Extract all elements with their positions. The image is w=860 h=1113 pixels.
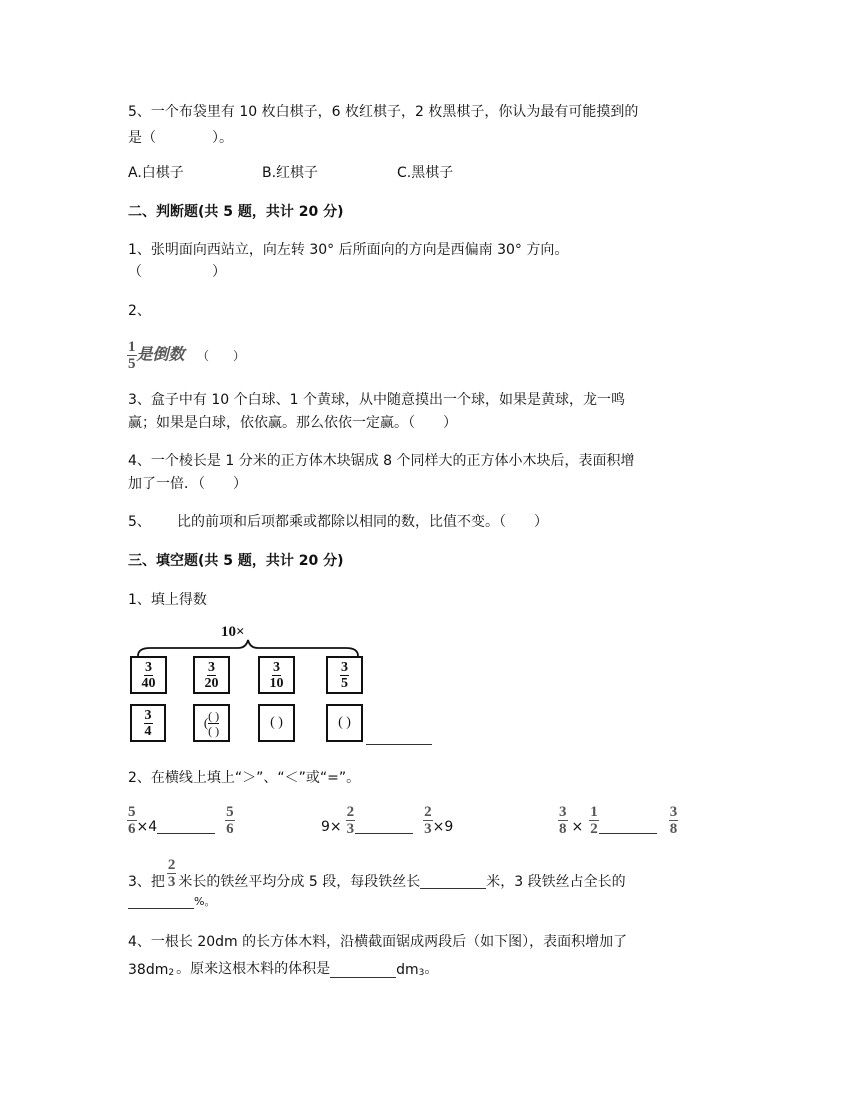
option-c: C.黑棋子 xyxy=(397,165,454,181)
answer-box[interactable]: ( ) xyxy=(258,704,295,742)
question-text: 是（ ）。 xyxy=(128,130,233,146)
answer-blank[interactable] xyxy=(128,894,194,909)
answer-blank[interactable] xyxy=(355,819,413,834)
question-text: 3、盒子中有 10 个白球、1 个黄球，从中随意摸出一个球，如果是黄球，龙一鸣 xyxy=(128,392,625,408)
answer-blank[interactable] xyxy=(366,730,432,745)
answer-paren: （ ） xyxy=(196,348,245,363)
fraction-box: $\frac{3}{40}$ xyxy=(130,656,167,694)
answer-paren: （ ） xyxy=(128,264,226,280)
option-a: A.白棋子 xyxy=(128,165,184,181)
question-text: 4、一根长 20dm 的长方体木料，沿横截面锯成两段后（如下图），表面积增加了 xyxy=(128,934,628,950)
section-title: 三、填空题(共 5 题，共计 20 分) xyxy=(128,553,344,569)
diagram-label: 10× xyxy=(221,624,245,640)
answer-blank[interactable] xyxy=(330,963,396,978)
question-text: 4、一个棱长是 1 分米的正方体木块锯成 8 个同样大的正方体小木块后，表面积增 xyxy=(128,453,635,469)
comparison-item: $\frac{3}{8}$ × $\frac{1}{2}$ $\frac{3}{8}$ xyxy=(559,804,678,837)
answer-box[interactable]: ( ( ) ( ) xyxy=(193,704,230,742)
comparison-item: 9× $\frac{2}{3}$ $\frac{2}{3}$ ×9 xyxy=(321,804,454,837)
question-number: 2、 xyxy=(128,303,151,319)
comparison-item: $\frac{5}{6}$ ×4 $\frac{5}{6}$ xyxy=(128,804,234,837)
fraction-box: $\frac{3}{10}$ xyxy=(258,656,295,694)
question-fraction-line xyxy=(127,339,245,372)
question-line: %。 xyxy=(128,893,215,909)
brace-icon xyxy=(130,636,366,658)
option-b: B.红棋子 xyxy=(262,165,319,181)
question-text: 1、张明面向西站立，向左转 30° 后所面向的方向是西偏南 30° 方向。 xyxy=(128,242,569,258)
question-line: 3、把 $\frac{2}{3}$ 米长的铁丝平均分成 5 段，每段铁丝长 米，3 段铁丝占全长的 xyxy=(128,856,626,890)
question-line: 38dm $_2$ 。原来这根木料的体积是 dm $_3$ 。 xyxy=(128,961,439,978)
answer-blank[interactable] xyxy=(420,874,486,889)
question-text: 赢；如果是白球，依依赢。那么依依一定赢。（ ） xyxy=(128,415,457,431)
answer-blank[interactable] xyxy=(157,819,215,834)
question-text: 2、在横线上填上“＞”、“＜”或“=”。 xyxy=(128,770,361,786)
question-text: 加了一倍．（ ） xyxy=(128,476,247,492)
question-text: 5、一个布袋里有 10 枚白棋子，6 枚红棋子，2 枚黑棋子，你认为最有可能摸到的 xyxy=(128,104,639,120)
question-text: 是倒数 xyxy=(136,344,185,364)
question-number: 5、 xyxy=(128,514,151,530)
question-text: 比的前项和后项都乘或都除以相同的数，比值不变。（ ） xyxy=(177,514,548,530)
numerator: 1 xyxy=(128,339,136,355)
question-text: 1、填上得数 xyxy=(128,592,207,608)
fraction-box: $\frac{3}{20}$ xyxy=(193,656,230,694)
answer-blank[interactable] xyxy=(599,819,657,834)
denominator: 5 xyxy=(128,356,136,372)
answer-box[interactable]: ( ) xyxy=(326,704,363,742)
fraction-box: $\frac{3}{5}$ xyxy=(326,656,363,694)
fraction xyxy=(127,339,137,372)
section-title: 二、判断题(共 5 题，共计 20 分) xyxy=(128,204,344,220)
fraction-box: $\frac{3}{4}$ xyxy=(130,704,166,742)
